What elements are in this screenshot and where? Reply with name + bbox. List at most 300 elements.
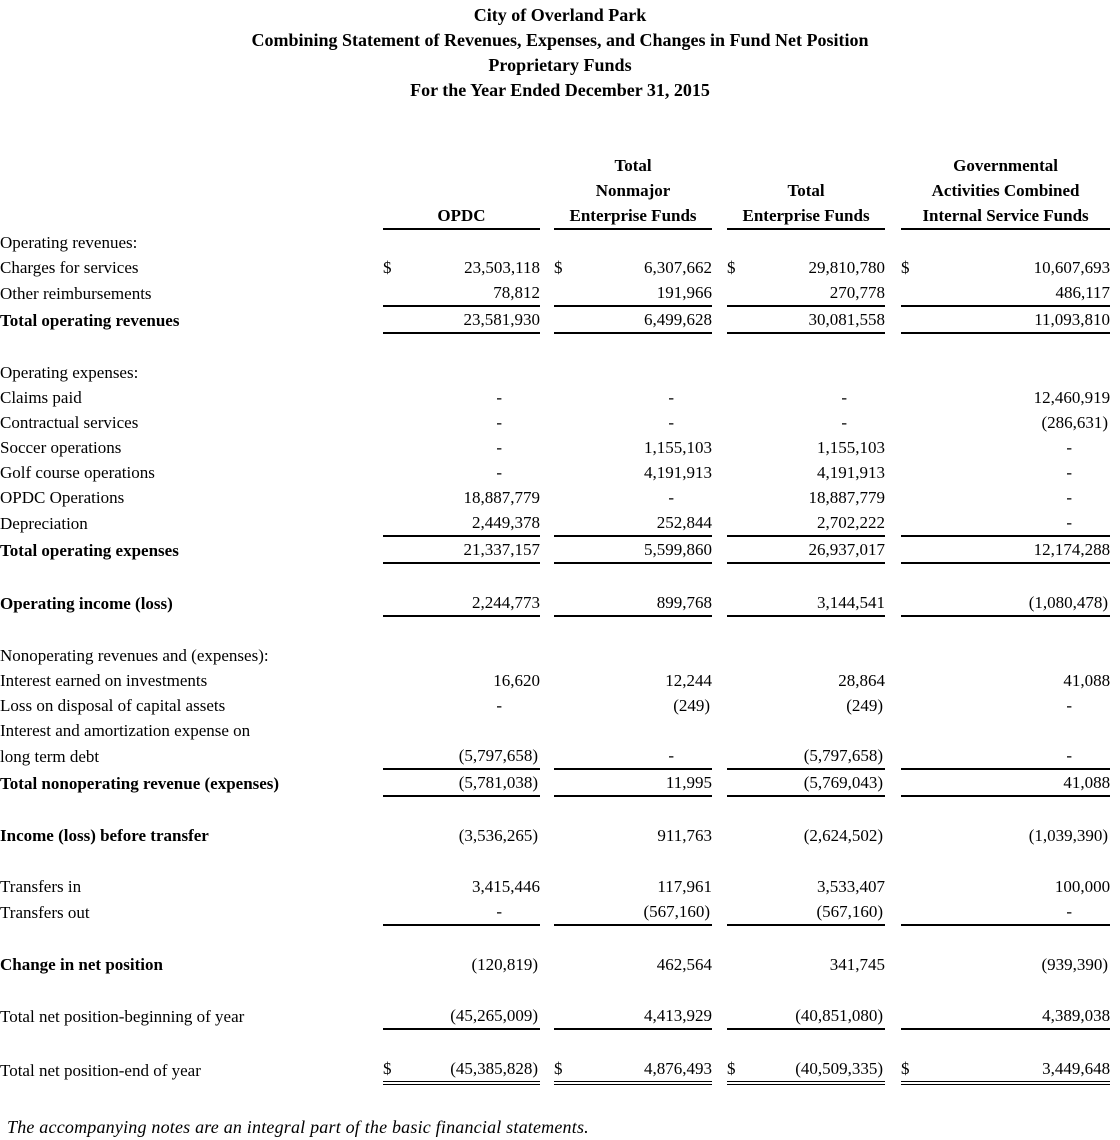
column-gap	[885, 1056, 901, 1083]
column-gap	[540, 360, 554, 385]
dollar-sign	[727, 952, 757, 977]
amount-cell: (567,160)	[584, 899, 712, 925]
row-label: Operating income (loss)	[0, 594, 173, 613]
dollar-sign	[554, 485, 584, 510]
dollar-sign	[554, 360, 584, 385]
dollar-sign	[727, 1003, 757, 1029]
column-gap	[712, 823, 727, 848]
dollar-sign	[901, 536, 931, 563]
row-label: Interest and amortization expense on	[0, 721, 251, 740]
dollar-sign: $	[727, 1056, 757, 1083]
amount-cell: -	[1066, 488, 1073, 507]
dollar-sign	[901, 743, 931, 769]
amount-cell: 4,191,913	[817, 463, 886, 482]
amount-cell: 191,966	[584, 280, 712, 306]
spacer-row	[0, 333, 1110, 360]
dollar-sign	[901, 643, 931, 668]
column-gap	[712, 280, 727, 306]
dollar-sign	[554, 280, 584, 306]
dollar-sign	[727, 229, 757, 255]
table-row	[0, 874, 1110, 899]
column-gap	[712, 360, 727, 385]
dollar-sign	[383, 718, 413, 743]
amount-cell: (1,080,478)	[931, 590, 1110, 616]
dollar-sign	[383, 410, 413, 435]
amount-cell	[931, 360, 1110, 385]
table-row	[0, 280, 1110, 306]
dollar-sign	[727, 410, 757, 435]
table-row	[0, 718, 1110, 743]
table-row	[0, 410, 1110, 435]
dollar-sign	[554, 668, 584, 693]
dollar-sign	[383, 668, 413, 693]
dollar-sign	[901, 410, 931, 435]
column-header-line	[383, 153, 540, 178]
table-row	[0, 536, 1110, 563]
table-row	[0, 385, 1110, 410]
column-gap	[885, 410, 901, 435]
amount-cell: 41,088	[1063, 671, 1111, 690]
dollar-sign	[383, 874, 413, 899]
column-gap	[540, 1056, 554, 1083]
document-title	[0, 0, 1120, 103]
row-label: Operating revenues:	[0, 233, 138, 252]
dollar-sign: $	[727, 258, 736, 277]
dollar-sign	[901, 485, 931, 510]
dollar-sign	[901, 435, 931, 460]
column-gap	[885, 743, 901, 769]
table-row	[0, 510, 1110, 536]
dollar-sign	[727, 385, 757, 410]
header-spacer	[0, 153, 383, 229]
column-gap	[885, 229, 901, 255]
table-row	[0, 485, 1110, 510]
column-gap	[885, 435, 901, 460]
table-row	[0, 229, 1110, 255]
dollar-sign	[901, 510, 931, 536]
dollar-sign	[554, 874, 584, 899]
amount-cell: -	[496, 413, 503, 432]
table-row	[0, 460, 1110, 485]
dollar-sign	[383, 769, 413, 796]
amount-cell: -	[1066, 438, 1073, 457]
dollar-sign	[727, 874, 757, 899]
spacer-cell	[0, 563, 1110, 590]
table-row	[0, 952, 1110, 977]
dollar-sign	[727, 360, 757, 385]
dollar-sign	[554, 952, 584, 977]
amount-cell: 78,812	[413, 280, 540, 306]
amount-cell: -	[584, 743, 712, 769]
dollar-sign	[554, 1003, 584, 1029]
amount-cell: (45,385,828)	[413, 1056, 540, 1083]
amount-cell	[413, 229, 540, 255]
amount-cell: 11,995	[584, 769, 712, 796]
column-gap	[540, 385, 554, 410]
amount-cell: 41,088	[931, 769, 1110, 796]
column-header-line: OPDC	[437, 206, 486, 225]
spacer-cell	[0, 333, 1110, 360]
dollar-sign	[901, 385, 931, 410]
amount-cell: (120,819)	[471, 955, 539, 974]
column-gap	[885, 643, 901, 668]
amount-cell: 26,937,017	[757, 536, 885, 563]
amount-cell: 270,778	[757, 280, 885, 306]
amount-cell: -	[668, 388, 675, 407]
amount-cell: (939,390)	[1041, 955, 1109, 974]
column-gap	[540, 460, 554, 485]
column-header-line: Internal Service Funds	[922, 206, 1089, 225]
title-line: City of Overland Park	[473, 5, 647, 25]
amount-cell: 18,887,779	[808, 488, 886, 507]
column-header-line	[727, 153, 885, 178]
amount-cell: 4,876,493	[584, 1056, 712, 1083]
column-gap	[712, 718, 727, 743]
column-gap	[540, 899, 554, 925]
column-header-line: Activities Combined	[931, 181, 1080, 200]
spacer-cell	[0, 977, 1110, 1003]
amount-cell: 23,503,118	[464, 258, 541, 277]
dollar-sign	[901, 952, 931, 977]
amount-cell: 6,499,628	[584, 306, 712, 333]
dollar-sign	[727, 899, 757, 925]
dollar-sign	[727, 280, 757, 306]
dollar-sign	[383, 229, 413, 255]
dollar-sign	[554, 536, 584, 563]
amount-cell: 341,745	[829, 955, 886, 974]
dollar-sign	[901, 718, 931, 743]
amount-cell: 11,093,810	[931, 306, 1110, 333]
table-row	[0, 668, 1110, 693]
table-row	[0, 590, 1110, 616]
dollar-sign	[554, 460, 584, 485]
column-gap	[885, 510, 901, 536]
amount-cell: -	[931, 743, 1110, 769]
row-label: Golf course operations	[0, 463, 155, 482]
spacer-row	[0, 563, 1110, 590]
column-gap	[712, 1003, 727, 1029]
amount-cell: 4,389,038	[931, 1003, 1110, 1029]
column-gap	[540, 668, 554, 693]
table-row	[0, 693, 1110, 718]
amount-cell	[413, 643, 540, 668]
column-gap	[885, 952, 901, 977]
column-gap	[712, 485, 727, 510]
column-gap	[885, 485, 901, 510]
spacer-cell	[0, 848, 1110, 874]
amount-cell: (2,624,502)	[803, 826, 884, 845]
amount-cell: 21,337,157	[413, 536, 540, 563]
dollar-sign	[383, 1003, 413, 1029]
column-gap	[712, 460, 727, 485]
title-line: For the Year Ended December 31, 2015	[410, 80, 710, 100]
dollar-sign	[727, 435, 757, 460]
column-gap	[540, 769, 554, 796]
column-gap	[885, 385, 901, 410]
row-label: Transfers out	[0, 903, 90, 922]
column-gap	[885, 718, 901, 743]
amount-cell: 4,413,929	[584, 1003, 712, 1029]
table-row	[0, 643, 1110, 668]
column-gap	[712, 435, 727, 460]
column-gap	[712, 874, 727, 899]
amount-cell: (5,781,038)	[413, 769, 540, 796]
column-gap	[712, 229, 727, 255]
amount-cell	[413, 360, 540, 385]
row-label: Total net position-beginning of year	[0, 1007, 245, 1026]
amount-cell: -	[931, 899, 1110, 925]
footnote: The accompanying notes are an integral part of the basic financial statements.	[7, 1117, 589, 1137]
financial-table	[0, 153, 1110, 1085]
column-gap	[712, 153, 727, 229]
dollar-sign	[383, 385, 413, 410]
amount-cell: 117,961	[657, 877, 713, 896]
column-gap	[540, 643, 554, 668]
table-row	[0, 823, 1110, 848]
dollar-sign	[383, 306, 413, 333]
amount-cell	[584, 229, 712, 255]
dollar-sign	[727, 460, 757, 485]
amount-cell: (5,769,043)	[757, 769, 885, 796]
dollar-sign	[383, 693, 413, 718]
amount-cell: 3,449,648	[931, 1056, 1110, 1083]
dollar-sign	[727, 693, 757, 718]
row-label: Contractual services	[0, 413, 139, 432]
amount-cell: 462,564	[656, 955, 713, 974]
column-header-line: Enterprise Funds	[569, 206, 697, 225]
amount-cell	[413, 718, 540, 743]
dollar-sign	[383, 485, 413, 510]
amount-cell: 2,702,222	[757, 510, 885, 536]
title-line: Proprietary Funds	[488, 55, 632, 75]
column-gap	[540, 1003, 554, 1029]
amount-cell: 3,533,407	[817, 877, 886, 896]
dollar-sign	[727, 485, 757, 510]
dollar-sign	[901, 1003, 931, 1029]
spacer-cell	[0, 1029, 1110, 1056]
column-header-line: Nonmajor	[595, 181, 671, 200]
table-row	[0, 769, 1110, 796]
column-gap	[712, 643, 727, 668]
column-gap	[540, 306, 554, 333]
amount-cell	[757, 718, 885, 743]
column-gap	[885, 255, 901, 280]
dollar-sign	[383, 536, 413, 563]
column-gap	[885, 360, 901, 385]
column-gap	[885, 460, 901, 485]
amount-cell: -	[931, 510, 1110, 536]
column-header-internal-service	[901, 153, 1110, 229]
amount-cell: 6,307,662	[644, 258, 713, 277]
row-label: Charges for services	[0, 258, 139, 277]
table-row	[0, 435, 1110, 460]
amount-cell: 100,000	[1054, 877, 1111, 896]
dollar-sign	[901, 360, 931, 385]
amount-cell: -	[1066, 463, 1073, 482]
row-label: long term debt	[0, 747, 100, 766]
column-gap	[885, 153, 901, 229]
row-label: Income (loss) before transfer	[0, 826, 209, 845]
amount-cell: -	[496, 696, 503, 715]
spacer-cell	[0, 796, 1110, 823]
column-gap	[712, 306, 727, 333]
amount-cell: 18,887,779	[463, 488, 541, 507]
column-header-opdc	[383, 153, 540, 229]
column-gap	[540, 435, 554, 460]
dollar-sign	[554, 743, 584, 769]
amount-cell	[931, 643, 1110, 668]
dollar-sign: $	[554, 1056, 584, 1083]
title-line: Combining Statement of Revenues, Expenses, and Changes in Fund Net Position	[251, 30, 869, 50]
dollar-sign	[383, 823, 413, 848]
row-label: Transfers in	[0, 877, 82, 896]
column-gap	[712, 899, 727, 925]
column-gap	[540, 229, 554, 255]
dollar-sign	[554, 590, 584, 616]
amount-cell: 1,155,103	[644, 438, 713, 457]
column-gap	[712, 590, 727, 616]
column-gap	[712, 769, 727, 796]
amount-cell: (45,265,009)	[413, 1003, 540, 1029]
dollar-sign	[901, 823, 931, 848]
spacer-cell	[0, 925, 1110, 952]
dollar-sign	[554, 718, 584, 743]
column-gap	[712, 743, 727, 769]
amount-cell	[931, 718, 1110, 743]
column-gap	[540, 153, 554, 229]
amount-cell: 30,081,558	[757, 306, 885, 333]
column-header-total-enterprise	[727, 153, 885, 229]
dollar-sign	[383, 590, 413, 616]
dollar-sign	[901, 229, 931, 255]
column-header-line: Total	[787, 181, 825, 200]
amount-cell: 3,415,446	[472, 877, 541, 896]
amount-cell: (286,631)	[1041, 413, 1109, 432]
amount-cell: 4,191,913	[644, 463, 713, 482]
column-header-line: Enterprise Funds	[742, 206, 870, 225]
table-row	[0, 1056, 1110, 1083]
column-gap	[540, 255, 554, 280]
amount-cell: -	[413, 899, 540, 925]
column-gap	[885, 693, 901, 718]
row-label: Soccer operations	[0, 438, 122, 457]
column-gap	[540, 952, 554, 977]
amount-cell: -	[496, 388, 503, 407]
row-label: Other reimbursements	[0, 284, 152, 303]
amount-cell: 899,768	[584, 590, 712, 616]
dollar-sign	[727, 718, 757, 743]
column-gap	[885, 306, 901, 333]
amount-cell: -	[841, 413, 848, 432]
dollar-sign	[901, 899, 931, 925]
amount-cell: 23,581,930	[413, 306, 540, 333]
column-gap	[712, 952, 727, 977]
amount-cell: (1,039,390)	[1028, 826, 1109, 845]
table-row	[0, 743, 1110, 769]
dollar-sign: $	[383, 1056, 413, 1083]
spacer-row	[0, 848, 1110, 874]
amount-cell: (3,536,265)	[458, 826, 539, 845]
dollar-sign: $	[901, 258, 910, 277]
amount-cell: 29,810,780	[808, 258, 886, 277]
amount-cell: -	[496, 438, 503, 457]
dollar-sign: $	[901, 1056, 931, 1083]
dollar-sign	[383, 360, 413, 385]
column-gap	[540, 823, 554, 848]
dollar-sign	[383, 510, 413, 536]
dollar-sign	[554, 510, 584, 536]
column-gap	[712, 255, 727, 280]
amount-cell: -	[668, 488, 675, 507]
dollar-sign	[727, 536, 757, 563]
column-gap	[712, 668, 727, 693]
dollar-sign	[901, 460, 931, 485]
amount-cell: (567,160)	[757, 899, 885, 925]
dollar-sign	[554, 769, 584, 796]
dollar-sign	[727, 668, 757, 693]
column-gap	[712, 510, 727, 536]
amount-cell: 10,607,693	[1033, 258, 1111, 277]
amount-cell	[584, 360, 712, 385]
dollar-sign	[383, 743, 413, 769]
amount-cell	[757, 229, 885, 255]
amount-cell: 2,449,378	[413, 510, 540, 536]
column-gap	[712, 1056, 727, 1083]
column-gap	[712, 536, 727, 563]
column-header-line: Total	[614, 156, 652, 175]
amount-cell	[584, 643, 712, 668]
dollar-sign	[727, 590, 757, 616]
column-gap	[540, 874, 554, 899]
dollar-sign	[383, 460, 413, 485]
amount-cell: 1,155,103	[817, 438, 886, 457]
dollar-sign	[727, 823, 757, 848]
column-gap	[885, 668, 901, 693]
column-gap	[540, 410, 554, 435]
table-body	[0, 229, 1110, 1083]
dollar-sign	[901, 769, 931, 796]
column-gap	[540, 693, 554, 718]
amount-cell	[584, 718, 712, 743]
row-label: Depreciation	[0, 514, 88, 533]
dollar-sign	[554, 410, 584, 435]
dollar-sign	[554, 385, 584, 410]
table-row	[0, 360, 1110, 385]
dollar-sign	[727, 769, 757, 796]
amount-cell: 12,174,288	[931, 536, 1110, 563]
amount-cell: 3,144,541	[757, 590, 885, 616]
column-gap	[712, 410, 727, 435]
header-row	[0, 153, 1110, 229]
row-label: Loss on disposal of capital assets	[0, 696, 226, 715]
amount-cell: -	[1066, 696, 1073, 715]
amount-cell: 12,460,919	[1033, 388, 1111, 407]
column-gap	[712, 693, 727, 718]
amount-cell: (40,851,080)	[757, 1003, 885, 1029]
row-label: Claims paid	[0, 388, 82, 407]
dollar-sign: $	[383, 258, 392, 277]
dollar-sign	[727, 510, 757, 536]
column-gap	[885, 536, 901, 563]
dollar-sign	[383, 952, 413, 977]
row-label: Total nonoperating revenue (expenses)	[0, 774, 280, 793]
dollar-sign	[727, 306, 757, 333]
column-gap	[540, 590, 554, 616]
table-row	[0, 899, 1110, 925]
amount-cell: -	[496, 463, 503, 482]
dollar-sign	[727, 743, 757, 769]
spacer-row	[0, 925, 1110, 952]
